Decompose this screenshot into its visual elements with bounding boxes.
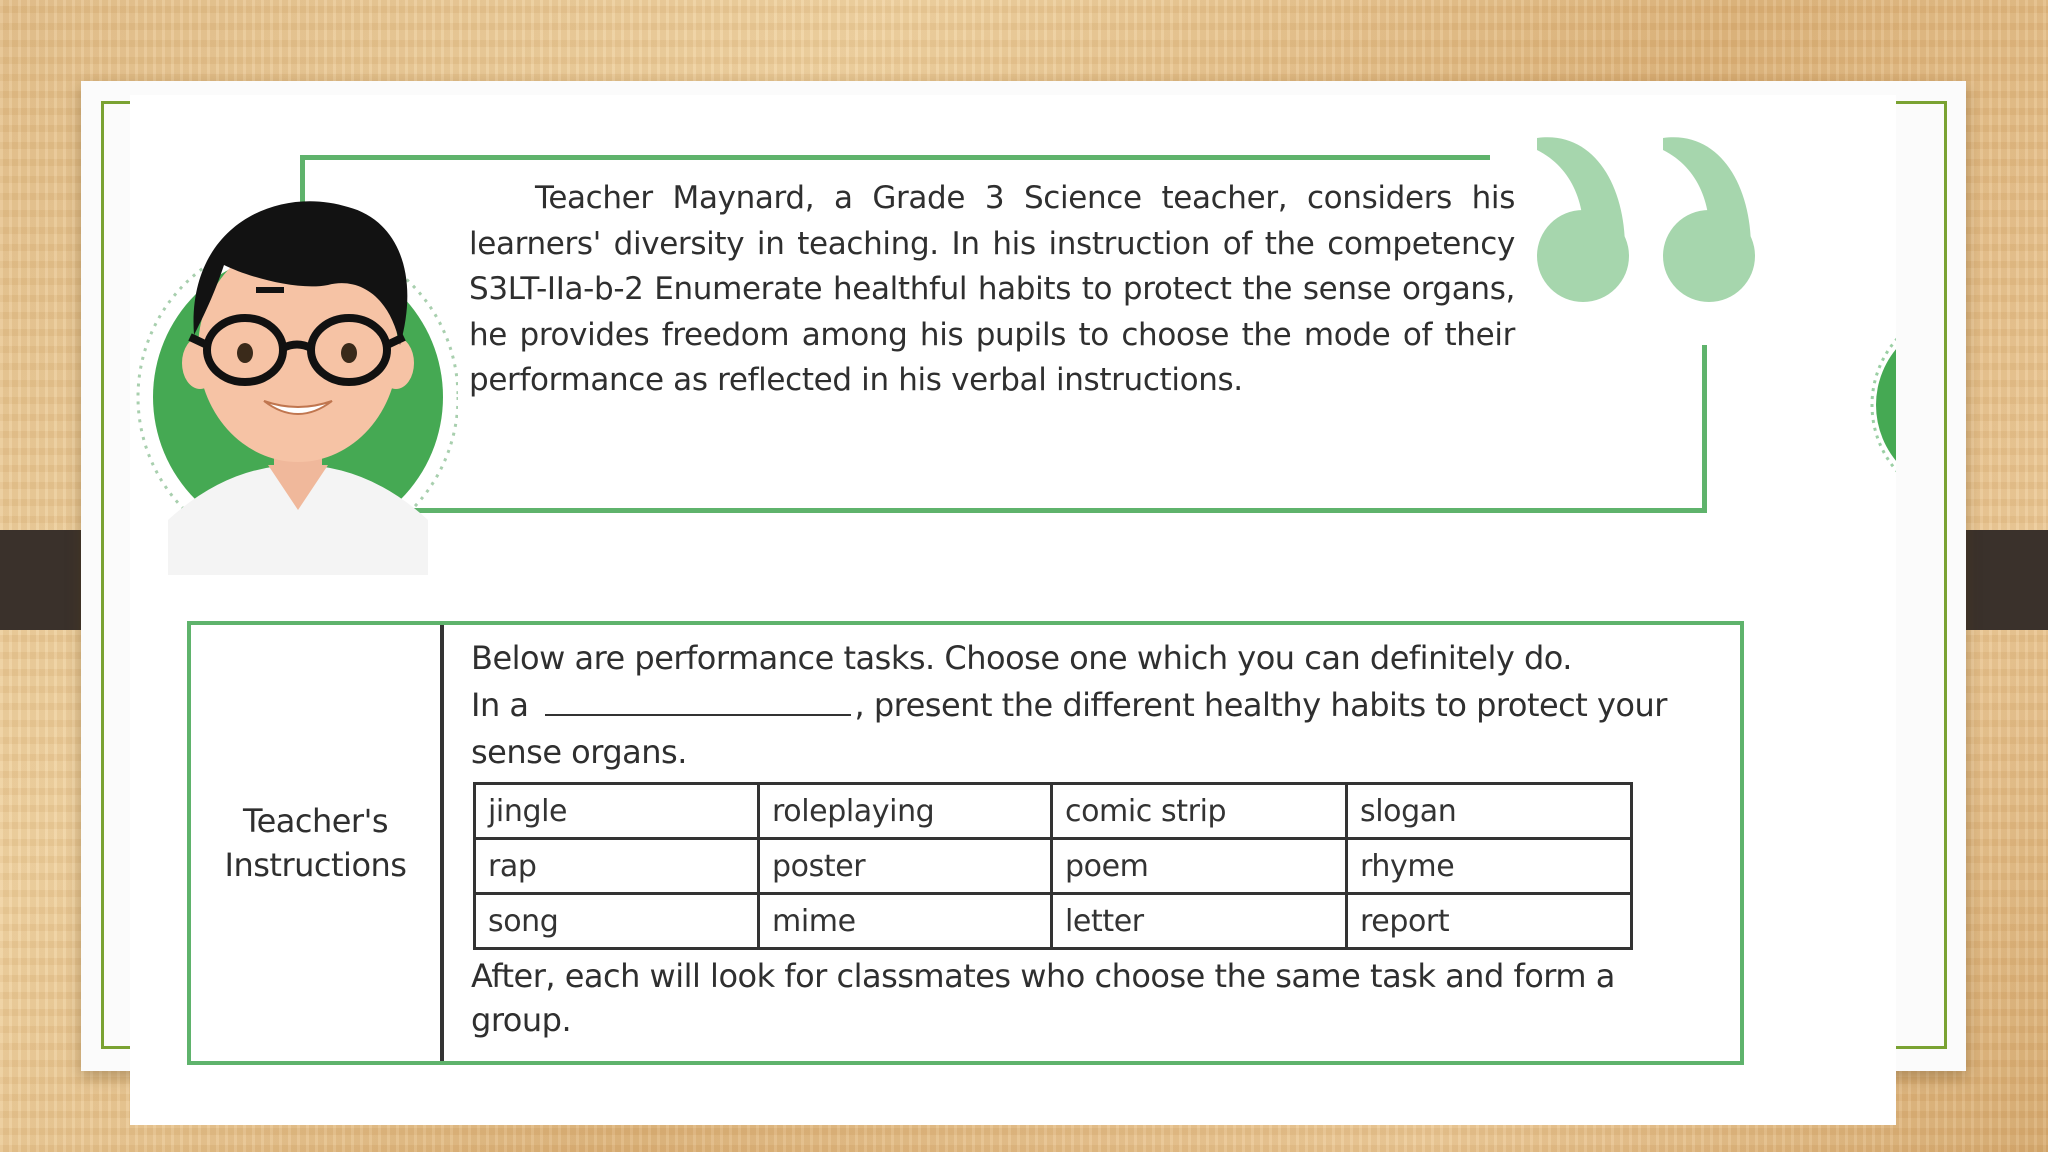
task-cell: mime	[759, 894, 1052, 949]
instructions-table	[187, 621, 1744, 1065]
intro-paragraph: Teacher Maynard, a Grade 3 Science teacher, considers his learners' diversity in teaching. In his instruction of the competency S3LT-IIa-b-2 Enumerate healthful habits to protect the sense organs, he provides freedom among his pupils to choose the mode of their performance as reflected in his verbal instructions.	[469, 180, 1515, 398]
line2-prefix: In a	[471, 686, 529, 724]
side-decoration	[1862, 300, 1896, 510]
task-cell: poem	[1052, 839, 1347, 894]
task-cell: report	[1347, 894, 1632, 949]
task-cell: roleplaying	[759, 784, 1052, 839]
task-cell: rhyme	[1347, 839, 1632, 894]
task-cell: letter	[1052, 894, 1347, 949]
table-row	[475, 894, 1632, 949]
label-line-2: Instructions	[224, 846, 407, 884]
task-cell: slogan	[1347, 784, 1632, 839]
instruction-line-1: Below are performance tasks. Choose one which you can definitely do.	[471, 639, 1572, 677]
instructions-content	[471, 635, 1711, 1042]
task-options-table	[473, 782, 1633, 950]
teacher-avatar-icon	[128, 165, 458, 575]
table-row	[475, 784, 1632, 839]
fill-in-blank	[545, 684, 851, 716]
instruction-line-3: sense organs.	[471, 733, 687, 771]
task-cell: comic strip	[1052, 784, 1347, 839]
instruction-line-2	[471, 682, 1711, 729]
task-cell: song	[475, 894, 759, 949]
after-instruction: After, each will look for classmates who choose the same task and form a group.	[471, 957, 1615, 1039]
task-cell: jingle	[475, 784, 759, 839]
table-row	[475, 839, 1632, 894]
line2-suffix: , present the different healthy habits to protect your	[854, 686, 1667, 724]
label-line-1: Teacher's	[242, 802, 389, 840]
instructions-label	[225, 799, 407, 887]
quote-marks-icon	[1525, 128, 1765, 303]
task-cell: poster	[759, 839, 1052, 894]
instructions-label-cell	[191, 625, 444, 1061]
task-cell: rap	[475, 839, 759, 894]
